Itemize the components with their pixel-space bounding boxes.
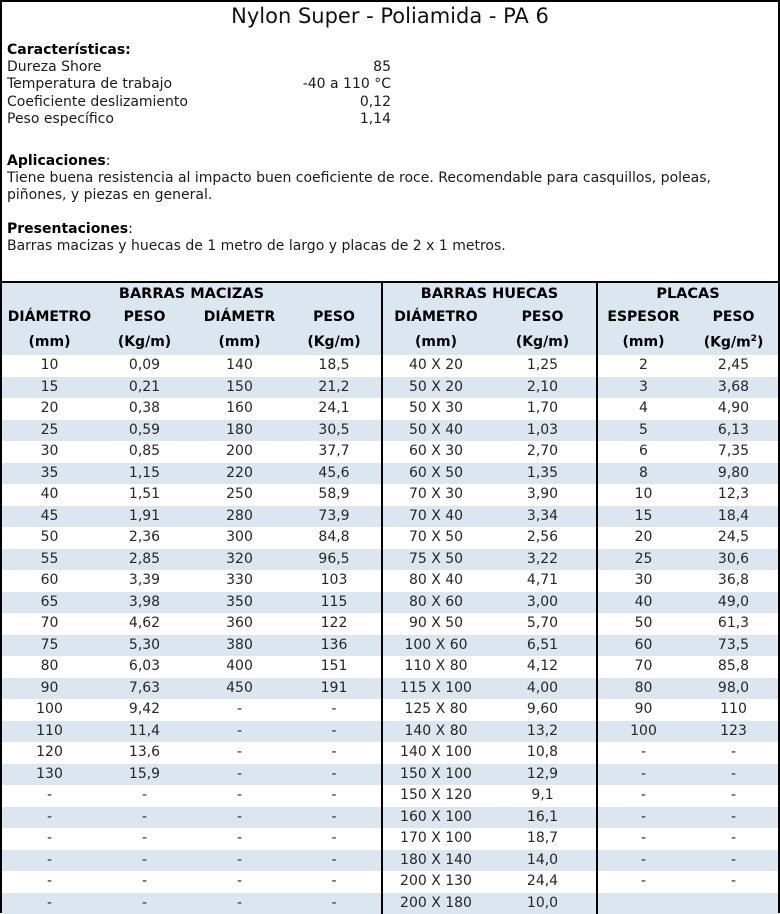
table-cell: 20	[597, 527, 689, 549]
text-line: piñones, y piezas en general.	[7, 186, 213, 203]
table-cell: -	[192, 764, 287, 786]
table-cell: -	[689, 785, 778, 807]
column-name: DIÁMETRO	[2, 304, 97, 329]
table-cell: 90	[2, 678, 97, 700]
table-row	[2, 549, 778, 571]
table-cell: 115 X 100	[382, 678, 489, 700]
table-cell: 24,5	[689, 527, 778, 549]
table-cell: 2,10	[489, 377, 597, 399]
section-title: BARRAS HUECAS	[382, 282, 597, 304]
table-cell: 45,6	[287, 463, 382, 485]
table-cell: 7,35	[689, 441, 778, 463]
spec-label: Dureza Shore	[7, 59, 102, 75]
table-cell: -	[192, 893, 287, 914]
table-cell: 50 X 40	[382, 420, 489, 442]
table-row	[2, 355, 778, 377]
table-cell: 350	[192, 592, 287, 614]
table-cell: 18,4	[689, 506, 778, 528]
table-header	[2, 282, 778, 355]
table-cell: 2,56	[489, 527, 597, 549]
table-cell: 6,13	[689, 420, 778, 442]
column-unit-row	[2, 329, 778, 355]
table-cell: 4,71	[489, 570, 597, 592]
table-cell: -	[192, 807, 287, 829]
table-cell: 13,6	[97, 742, 192, 764]
table-cell: 60	[597, 635, 689, 657]
table-cell: 123	[689, 721, 778, 743]
table-cell: 110	[689, 699, 778, 721]
table-cell: 7,63	[97, 678, 192, 700]
table-cell: 37,7	[287, 441, 382, 463]
presentaciones-colon: :	[128, 221, 133, 238]
table-cell: 73,5	[689, 635, 778, 657]
page-title: Nylon Super - Poliamida - PA 6	[231, 4, 549, 28]
section-title: PLACAS	[597, 282, 778, 304]
table-cell: 13,2	[489, 721, 597, 743]
table-cell: 300	[192, 527, 287, 549]
table-cell: 10	[2, 355, 97, 377]
table-cell: 30,6	[689, 549, 778, 571]
table-cell: 320	[192, 549, 287, 571]
table-cell: 6,51	[489, 635, 597, 657]
table-cell: 150 X 120	[382, 785, 489, 807]
table-cell: -	[689, 850, 778, 872]
table-row	[2, 463, 778, 485]
table-cell: 1,25	[489, 355, 597, 377]
table-cell: 125 X 80	[382, 699, 489, 721]
table-cell: 10,8	[489, 742, 597, 764]
column-name: DIÁMETR	[192, 304, 287, 329]
table-cell: 220	[192, 463, 287, 485]
table-cell: -	[597, 828, 689, 850]
table-cell: 0,38	[97, 398, 192, 420]
text-line: Barras macizas y huecas de 1 metro de largo y placas de 2 x 1 metros.	[7, 238, 506, 255]
unit-superscript: 2	[750, 333, 757, 344]
table-cell: 103	[287, 570, 382, 592]
table-cell: 3,39	[97, 570, 192, 592]
spec-row	[7, 94, 391, 111]
table-row	[2, 570, 778, 592]
table-cell: 400	[192, 656, 287, 678]
table-cell: -	[689, 742, 778, 764]
table-cell: 60 X 50	[382, 463, 489, 485]
section-title-row	[2, 282, 778, 304]
table-cell: 6,03	[97, 656, 192, 678]
unit-pre: (Kg/m	[703, 334, 751, 351]
caracteristicas-list	[7, 59, 391, 129]
table-row	[2, 613, 778, 635]
table-cell: 170 X 100	[382, 828, 489, 850]
table-cell: 140	[192, 355, 287, 377]
table-cell: -	[2, 850, 97, 872]
spec-row	[7, 111, 391, 128]
table-cell: 0,59	[97, 420, 192, 442]
table-cell: 2,85	[97, 549, 192, 571]
table-cell: -	[2, 871, 97, 893]
table-cell: 1,35	[489, 463, 597, 485]
table-cell: 3,90	[489, 484, 597, 506]
table-cell: 2	[597, 355, 689, 377]
table-cell: 2,70	[489, 441, 597, 463]
column-unit: (mm)	[382, 329, 489, 355]
table-cell: 136	[287, 635, 382, 657]
table-cell: -	[97, 828, 192, 850]
table-cell: 191	[287, 678, 382, 700]
table-cell: -	[192, 828, 287, 850]
table-cell: 2,36	[97, 527, 192, 549]
table-row	[2, 742, 778, 764]
table-cell: 4,62	[97, 613, 192, 635]
table-cell: 4,12	[489, 656, 597, 678]
table-cell: -	[287, 742, 382, 764]
table-cell: 30	[2, 441, 97, 463]
table-cell: 180 X 140	[382, 850, 489, 872]
table-cell: 1,03	[489, 420, 597, 442]
table-cell: 100	[2, 699, 97, 721]
table-cell: 25	[2, 420, 97, 442]
table-cell: 50	[2, 527, 97, 549]
table-row	[2, 506, 778, 528]
table-cell: 100	[597, 721, 689, 743]
column-unit	[689, 329, 778, 355]
table-cell: 50 X 30	[382, 398, 489, 420]
table-cell: 15	[2, 377, 97, 399]
table-cell: 4	[597, 398, 689, 420]
table-cell: 40	[2, 484, 97, 506]
table-cell: 60 X 30	[382, 441, 489, 463]
presentaciones-heading-text: Presentaciones	[7, 221, 129, 238]
table-cell: 122	[287, 613, 382, 635]
table-body	[2, 355, 778, 914]
aplicaciones-colon: :	[105, 152, 111, 169]
table-cell: 65	[2, 592, 97, 614]
table-cell: 40	[597, 592, 689, 614]
table-cell: 5,70	[489, 613, 597, 635]
table-cell: -	[192, 699, 287, 721]
column-name: PESO	[489, 304, 597, 329]
dimensions-weight-table	[2, 281, 778, 914]
table-cell: 70 X 50	[382, 527, 489, 549]
aplicaciones-heading	[7, 152, 772, 170]
table-cell: 30	[597, 570, 689, 592]
table-row	[2, 807, 778, 829]
table-cell: 9,80	[689, 463, 778, 485]
table-cell: 360	[192, 613, 287, 635]
table-cell: 200 X 130	[382, 871, 489, 893]
table-cell: 36,8	[689, 570, 778, 592]
table-cell: 1,51	[97, 484, 192, 506]
table-cell: -	[2, 807, 97, 829]
column-unit: (mm)	[192, 329, 287, 355]
table-cell: 151	[287, 656, 382, 678]
table-cell: 6	[597, 441, 689, 463]
column-unit: (mm)	[2, 329, 97, 355]
table-row	[2, 678, 778, 700]
table-cell: 12,9	[489, 764, 597, 786]
table-cell: 18,5	[287, 355, 382, 377]
table-cell: 9,1	[489, 785, 597, 807]
table-cell: 0,85	[97, 441, 192, 463]
caracteristicas-heading: Características:	[7, 42, 131, 58]
table-cell: 10,0	[489, 893, 597, 914]
table-cell: 110	[2, 721, 97, 743]
table-cell: 120	[2, 742, 97, 764]
table-row	[2, 592, 778, 614]
table-cell: 50 X 20	[382, 377, 489, 399]
table-row	[2, 721, 778, 743]
table-cell: 90 X 50	[382, 613, 489, 635]
table-cell: 85,8	[689, 656, 778, 678]
table-cell: -	[597, 807, 689, 829]
table-cell: 140 X 80	[382, 721, 489, 743]
table-cell: 18,7	[489, 828, 597, 850]
spec-label: Coeficiente deslizamiento	[7, 93, 188, 110]
column-unit: (mm)	[597, 329, 689, 355]
table-cell: -	[2, 785, 97, 807]
section-title: BARRAS MACIZAS	[2, 282, 382, 304]
table-cell: -	[192, 742, 287, 764]
table-cell: 4,00	[489, 678, 597, 700]
table-cell: 200	[192, 441, 287, 463]
table-row	[2, 871, 778, 893]
column-name: ESPESOR	[597, 304, 689, 329]
table-cell: -	[192, 785, 287, 807]
table-cell: 25	[597, 549, 689, 571]
table-cell: 70 X 30	[382, 484, 489, 506]
table-cell: 5	[597, 420, 689, 442]
table-cell: -	[689, 828, 778, 850]
table-cell: 200 X 180	[382, 893, 489, 914]
table-cell: 250	[192, 484, 287, 506]
table-row	[2, 828, 778, 850]
column-name: PESO	[97, 304, 192, 329]
table-row	[2, 764, 778, 786]
table-cell: 15	[597, 506, 689, 528]
spec-value: 85	[373, 59, 391, 75]
table-cell: -	[287, 721, 382, 743]
aplicaciones-text	[7, 170, 772, 204]
table-cell: 35	[2, 463, 97, 485]
table-cell: 90	[597, 699, 689, 721]
table-cell: 110 X 80	[382, 656, 489, 678]
table-cell: -	[689, 807, 778, 829]
table-cell: 9,60	[489, 699, 597, 721]
table-cell: 380	[192, 635, 287, 657]
table-cell: 24,1	[287, 398, 382, 420]
table-cell: -	[597, 850, 689, 872]
table-row	[2, 527, 778, 549]
spec-row	[7, 76, 391, 93]
table-row	[2, 893, 778, 914]
aplicaciones-heading-text: Aplicaciones	[7, 152, 106, 169]
table-cell: 80	[2, 656, 97, 678]
table-cell: 70	[2, 613, 97, 635]
table-cell: 3,68	[689, 377, 778, 399]
table-cell: 100 X 60	[382, 635, 489, 657]
column-name: PESO	[287, 304, 382, 329]
table-cell: 49,0	[689, 592, 778, 614]
table-cell: -	[689, 871, 778, 893]
spec-label: Peso específico	[7, 111, 114, 128]
table-cell: 12,3	[689, 484, 778, 506]
table-cell: -	[192, 871, 287, 893]
unit-post: )	[756, 334, 764, 351]
text-line: Tiene buena resistencia al impacto buen coeficiente de roce. Recomendable para casquillos, poleas,	[7, 169, 711, 186]
table-cell: -	[287, 850, 382, 872]
table-cell: 160	[192, 398, 287, 420]
table-row	[2, 484, 778, 506]
table-row	[2, 850, 778, 872]
table-cell: 21,2	[287, 377, 382, 399]
table-cell: 24,4	[489, 871, 597, 893]
spec-label: Temperatura de trabajo	[7, 76, 173, 93]
table-cell: 160 X 100	[382, 807, 489, 829]
table-cell: 84,8	[287, 527, 382, 549]
table-cell: 1,70	[489, 398, 597, 420]
table-cell: 140 X 100	[382, 742, 489, 764]
table-cell: 40 X 20	[382, 355, 489, 377]
table-cell: 96,5	[287, 549, 382, 571]
spec-value: -40 a 110 °C	[302, 76, 391, 93]
table-cell: 1,91	[97, 506, 192, 528]
table-cell: -	[192, 850, 287, 872]
table-cell: 15,9	[97, 764, 192, 786]
table-cell: -	[97, 807, 192, 829]
table-cell: 11,4	[97, 721, 192, 743]
table-cell: 58,9	[287, 484, 382, 506]
table-row	[2, 635, 778, 657]
table-cell: -	[287, 699, 382, 721]
table-cell: -	[97, 871, 192, 893]
table-cell: 30,5	[287, 420, 382, 442]
table-cell: -	[2, 893, 97, 914]
table-cell: 16,1	[489, 807, 597, 829]
table-cell: 9,42	[97, 699, 192, 721]
table-cell: 50	[597, 613, 689, 635]
intro-content	[2, 41, 778, 255]
column-unit: (Kg/m)	[287, 329, 382, 355]
table-cell: -	[689, 764, 778, 786]
table-row	[2, 656, 778, 678]
table-cell: 8	[597, 463, 689, 485]
table-cell: 14,0	[489, 850, 597, 872]
table-row	[2, 377, 778, 399]
table-cell: -	[97, 785, 192, 807]
table-cell: -	[97, 893, 192, 914]
table-cell: 3,00	[489, 592, 597, 614]
table-cell: 10	[597, 484, 689, 506]
column-name: PESO	[689, 304, 778, 329]
table-cell: 20	[2, 398, 97, 420]
table-cell: 0,09	[97, 355, 192, 377]
presentaciones-heading	[7, 220, 772, 238]
table-cell: 73,9	[287, 506, 382, 528]
table-cell: 130	[2, 764, 97, 786]
table-cell: -	[597, 871, 689, 893]
table-cell: 55	[2, 549, 97, 571]
table-cell: 75	[2, 635, 97, 657]
column-unit: (Kg/m)	[97, 329, 192, 355]
table-cell: 180	[192, 420, 287, 442]
table-cell: 115	[287, 592, 382, 614]
table-cell: -	[597, 785, 689, 807]
table-cell: -	[192, 721, 287, 743]
table-row	[2, 420, 778, 442]
table-row	[2, 398, 778, 420]
table-cell: -	[597, 742, 689, 764]
table-cell: 280	[192, 506, 287, 528]
table-cell: 75 X 50	[382, 549, 489, 571]
table-cell: 3,22	[489, 549, 597, 571]
table-cell: 70 X 40	[382, 506, 489, 528]
table-cell: 150 X 100	[382, 764, 489, 786]
table-cell: -	[287, 871, 382, 893]
table-cell: 5,30	[97, 635, 192, 657]
column-name-row	[2, 304, 778, 329]
table-cell: 80	[597, 678, 689, 700]
table-cell: 3	[597, 377, 689, 399]
table-cell: 60	[2, 570, 97, 592]
presentaciones-text	[7, 238, 772, 255]
table-cell	[689, 893, 778, 914]
table-row	[2, 785, 778, 807]
table-row	[2, 441, 778, 463]
table-cell	[597, 893, 689, 914]
table-cell: 80 X 60	[382, 592, 489, 614]
table-cell: 330	[192, 570, 287, 592]
table-cell: -	[287, 893, 382, 914]
table-cell: 4,90	[689, 398, 778, 420]
table-cell: 150	[192, 377, 287, 399]
table-cell: 80 X 40	[382, 570, 489, 592]
table-cell: 98,0	[689, 678, 778, 700]
table-cell: 450	[192, 678, 287, 700]
table-cell: -	[287, 828, 382, 850]
table-cell: -	[287, 785, 382, 807]
spec-value: 0,12	[359, 93, 391, 110]
table-cell: 3,98	[97, 592, 192, 614]
table-row	[2, 699, 778, 721]
table-cell: -	[2, 828, 97, 850]
table-cell: -	[597, 764, 689, 786]
table-cell: -	[97, 850, 192, 872]
column-unit: (Kg/m)	[489, 329, 597, 355]
spec-value: 1,14	[359, 111, 391, 128]
table-cell: 70	[597, 656, 689, 678]
table-cell: 3,34	[489, 506, 597, 528]
table-cell: 2,45	[689, 355, 778, 377]
spec-row	[7, 59, 391, 76]
table-cell: 45	[2, 506, 97, 528]
table-cell: -	[287, 807, 382, 829]
table-cell: 1,15	[97, 463, 192, 485]
column-name: DIÁMETRO	[382, 304, 489, 329]
table-cell: 0,21	[97, 377, 192, 399]
table-cell: -	[287, 764, 382, 786]
table-cell: 61,3	[689, 613, 778, 635]
